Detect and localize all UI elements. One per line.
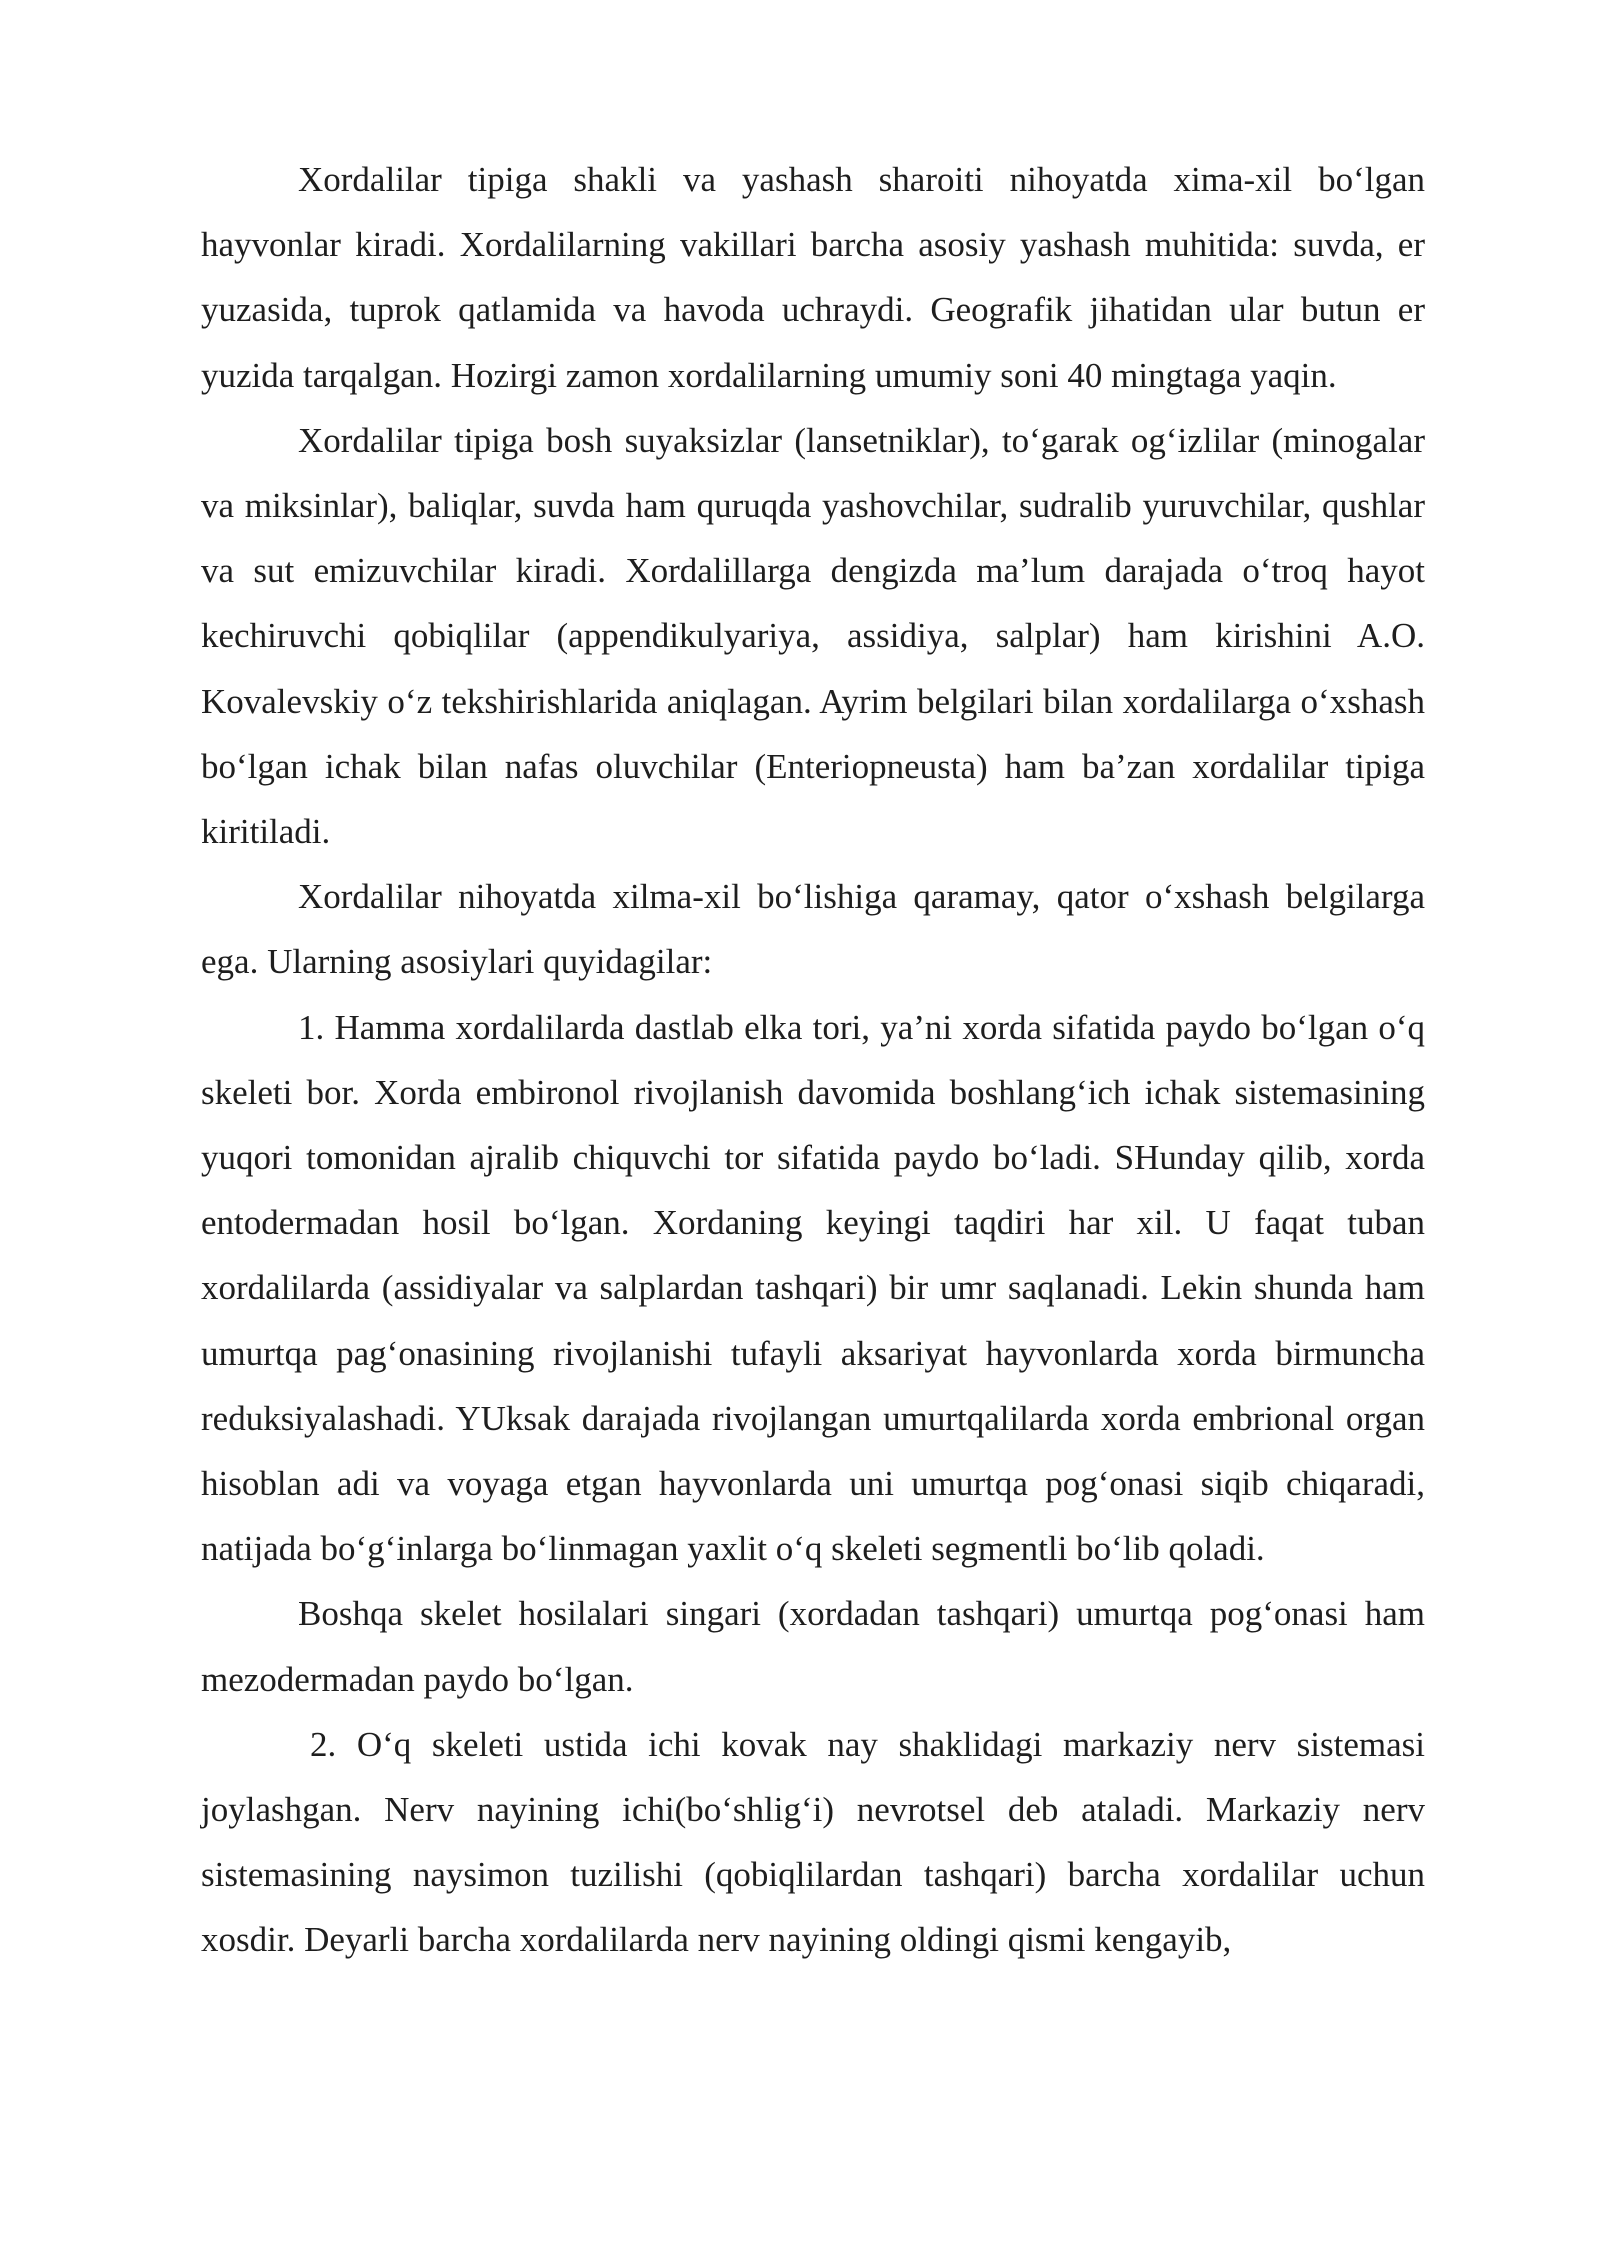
paragraph-trait-1-notochord: 1. Hamma xordalilarda dastlab elka tori, ya’ni xorda sifatida paydo bo‘lgan o‘q skeleti bor. Xorda embironol rivojlanish davomida boshlang‘ich ichak sistemasining yuqori tomonidan ajralib chiquvchi tor sifatida paydo bo‘ladi. SHunday qilib, xorda entodermadan hosil bo‘lgan. Xordaning keyingi taqdiri har xil. U faqat tuban xordalilarda (assidiyalar va salplardan tashqari) bir umr saqlanadi. Lekin shunda ham umurtqa pag‘onasining rivojlanishi tufayli aksariyat hayvonlarda xorda birmuncha reduksiyalashadi. YUksak darajada rivojlangan umurtqalilarda xorda embrional organ hisoblan adi va voyaga etgan hayvonlarda uni umurtqa pog‘onasi siqib chiqaradi, natijada bo‘g‘inlarga bo‘linmagan yaxlit o‘q skeleti segmentli bo‘lib qoladi. xyxy=(201,1007,1425,1569)
paragraph-common-traits: Xordalilar nihoyatda xilma-xil bo‘lishiga qaramay, qator o‘xshash belgilarga ega. Ularning asosiylari quyidagilar: xyxy=(201,877,1425,982)
paragraph-trait-2-nerve-tube: 2. O‘q skeleti ustida ichi kovak nay shaklidagi markaziy nerv sistemasi joylashgan. Nerv nayining ichi(bo‘shlig‘i) nevrotsel deb ataladi. Markaziy nerv sistemasining naysimon tuzilishi (qobiqlilardan tashqari) barcha xordalilar uchun xosdir. Deyarli barcha xordalilarda nerv nayining oldingi qismi kengayib, xyxy=(201,1724,1425,1960)
paragraph-chordate-groups: Xordalilar tipiga bosh suyaksizlar (lansetniklar), to‘garak og‘izlilar (minogalar va miksinlar), baliqlar, suvda ham quruqda yashovchilar, sudralib yuruvchilar, qushlar va sut emizuvchilar kiradi. Xordalillarga dengizda ma’lum darajada o‘troq hayot kechiruvchi qobiqlilar (appendikulyariya, assidiya, salplar) ham kirishini A.O. Kovalevskiy o‘z tekshirishlarida aniqlagan. Ayrim belgilari bilan xordalilarga o‘xshash bo‘lgan ichak bilan nafas oluvchilar (Enteriopneusta) ham ba’zan xordalilar tipiga kiritiladi. xyxy=(201,420,1425,852)
document-body xyxy=(201,147,1425,1973)
paragraph-chordate-diversity: Xordalilar tipiga shakli va yashash sharoiti nihoyatda xima-xil bo‘lgan hayvonlar kiradi. Xordalilarning vakillari barcha asosiy yashash muhitida: suvda, er yuzasida, tuprok qatlamida va havoda uchraydi. Geografik jihatidan ular butun er yuzida tarqalgan. Hozirgi zamon xordalilarning umumiy soni 40 mingtaga yaqin. xyxy=(201,160,1425,395)
paragraph-vertebral-column: Boshqa skelet hosilalari singari (xordadan tashqari) umurtqa pog‘onasi ham mezodermadan paydo bo‘lgan. xyxy=(201,1594,1425,1699)
